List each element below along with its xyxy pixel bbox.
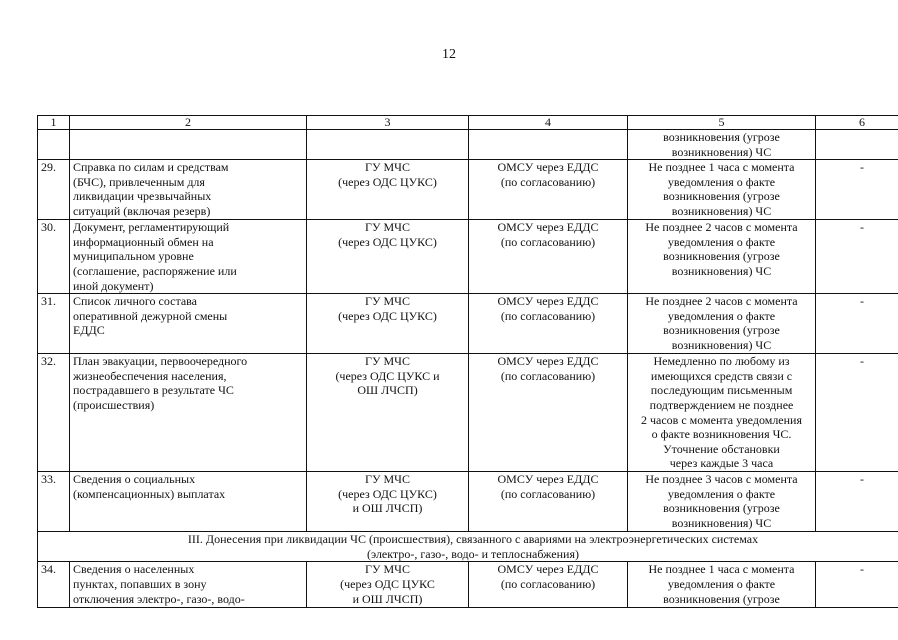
deadline-cell: Не позднее 2 часов с момента уведомления о факте возникновения (угрозе возникновения) ЧС — [628, 220, 816, 294]
sender-cell: ГУ МЧС (через ОДС ЦУКС и ОШ ЛЧСП) — [307, 354, 469, 472]
header-cell: 4 — [469, 116, 628, 130]
note-cell: - — [816, 472, 898, 532]
note-cell: - — [816, 220, 898, 294]
receiver-cell: ОМСУ через ЕДДС (по согласованию) — [469, 472, 628, 532]
sender-cell: ГУ МЧС (через ОДС ЦУКС) — [307, 220, 469, 294]
sender-cell: ГУ МЧС (через ОДС ЦУКС) — [307, 294, 469, 354]
table-row-continued — [38, 130, 898, 160]
row-number: 30. — [38, 220, 70, 294]
document-cell: Документ, регламентирующий информационный обмен на муниципальном уровне (соглашение, распоряжение или иной документ) — [70, 220, 307, 294]
deadline-cell: возникновения (угрозе возникновения) ЧС — [628, 130, 816, 160]
receiver-cell: ОМСУ через ЕДДС (по согласованию) — [469, 294, 628, 354]
receiver-cell: ОМСУ через ЕДДС (по согласованию) — [469, 354, 628, 472]
header-cell: 1 — [38, 116, 70, 130]
note-cell: - — [816, 562, 898, 608]
deadline-cell: Немедленно по любому из имеющихся средств связи с последующим письменным подтверждением не позднее 2 часов с момента уведомления о факте возникновения ЧС. Уточнение обстановки через каждые 3 часа — [628, 354, 816, 472]
row-number: 34. — [38, 562, 70, 608]
note-cell: - — [816, 294, 898, 354]
header-cell: 5 — [628, 116, 816, 130]
section-row — [38, 532, 898, 562]
table-row — [38, 294, 898, 354]
deadline-cell: Не позднее 1 часа с момента уведомления о факте возникновения (угрозе возникновения) ЧС — [628, 160, 816, 220]
document-cell: Список личного состава оперативной дежурной смены ЕДДС — [70, 294, 307, 354]
sender-cell: ГУ МЧС (через ОДС ЦУКС) и ОШ ЛЧСП) — [307, 472, 469, 532]
receiver-cell: ОМСУ через ЕДДС (по согласованию) — [469, 160, 628, 220]
table-row — [38, 220, 898, 294]
sender-cell: ГУ МЧС (через ОДС ЦУКС) — [307, 160, 469, 220]
note-cell: - — [816, 160, 898, 220]
table-row — [38, 354, 898, 472]
table-row — [38, 472, 898, 532]
page-number: 12 — [442, 47, 456, 62]
document-cell: План эвакуации, первоочередного жизнеобеспечения населения, пострадавшего в результате ЧС (происшествия) — [70, 354, 307, 472]
deadline-cell: Не позднее 2 часов с момента уведомления о факте возникновения (угрозе возникновения) ЧС — [628, 294, 816, 354]
document-cell: Сведения о населенных пунктах, попавших в зону отключения электро-, газо-, водо- — [70, 562, 307, 608]
row-number: 33. — [38, 472, 70, 532]
document-cell: Сведения о социальных (компенсационных) выплатах — [70, 472, 307, 532]
receiver-cell: ОМСУ через ЕДДС (по согласованию) — [469, 220, 628, 294]
report-table — [37, 115, 898, 608]
header-cell: 2 — [70, 116, 307, 130]
section-heading: III. Донесения при ликвидации ЧС (происшествия), связанного с авариями на электроэнергетических системах (электро-, газо-, водо- и теплоснабжения) — [38, 532, 898, 562]
header-cell: 6 — [816, 116, 898, 130]
sender-cell: ГУ МЧС (через ОДС ЦУКС и ОШ ЛЧСП) — [307, 562, 469, 608]
row-number: 29. — [38, 160, 70, 220]
note-cell: - — [816, 354, 898, 472]
table-row — [38, 160, 898, 220]
table-header-row — [38, 116, 898, 130]
row-number: 32. — [38, 354, 70, 472]
document-cell: Справка по силам и средствам (БЧС), привлеченным для ликвидации чрезвычайных ситуаций (включая резерв) — [70, 160, 307, 220]
deadline-cell: Не позднее 1 часа с момента уведомления о факте возникновения (угрозе — [628, 562, 816, 608]
receiver-cell: ОМСУ через ЕДДС (по согласованию) — [469, 562, 628, 608]
table-row — [38, 562, 898, 608]
deadline-cell: Не позднее 3 часов с момента уведомления о факте возникновения (угрозе возникновения) ЧС — [628, 472, 816, 532]
header-cell: 3 — [307, 116, 469, 130]
row-number: 31. — [38, 294, 70, 354]
